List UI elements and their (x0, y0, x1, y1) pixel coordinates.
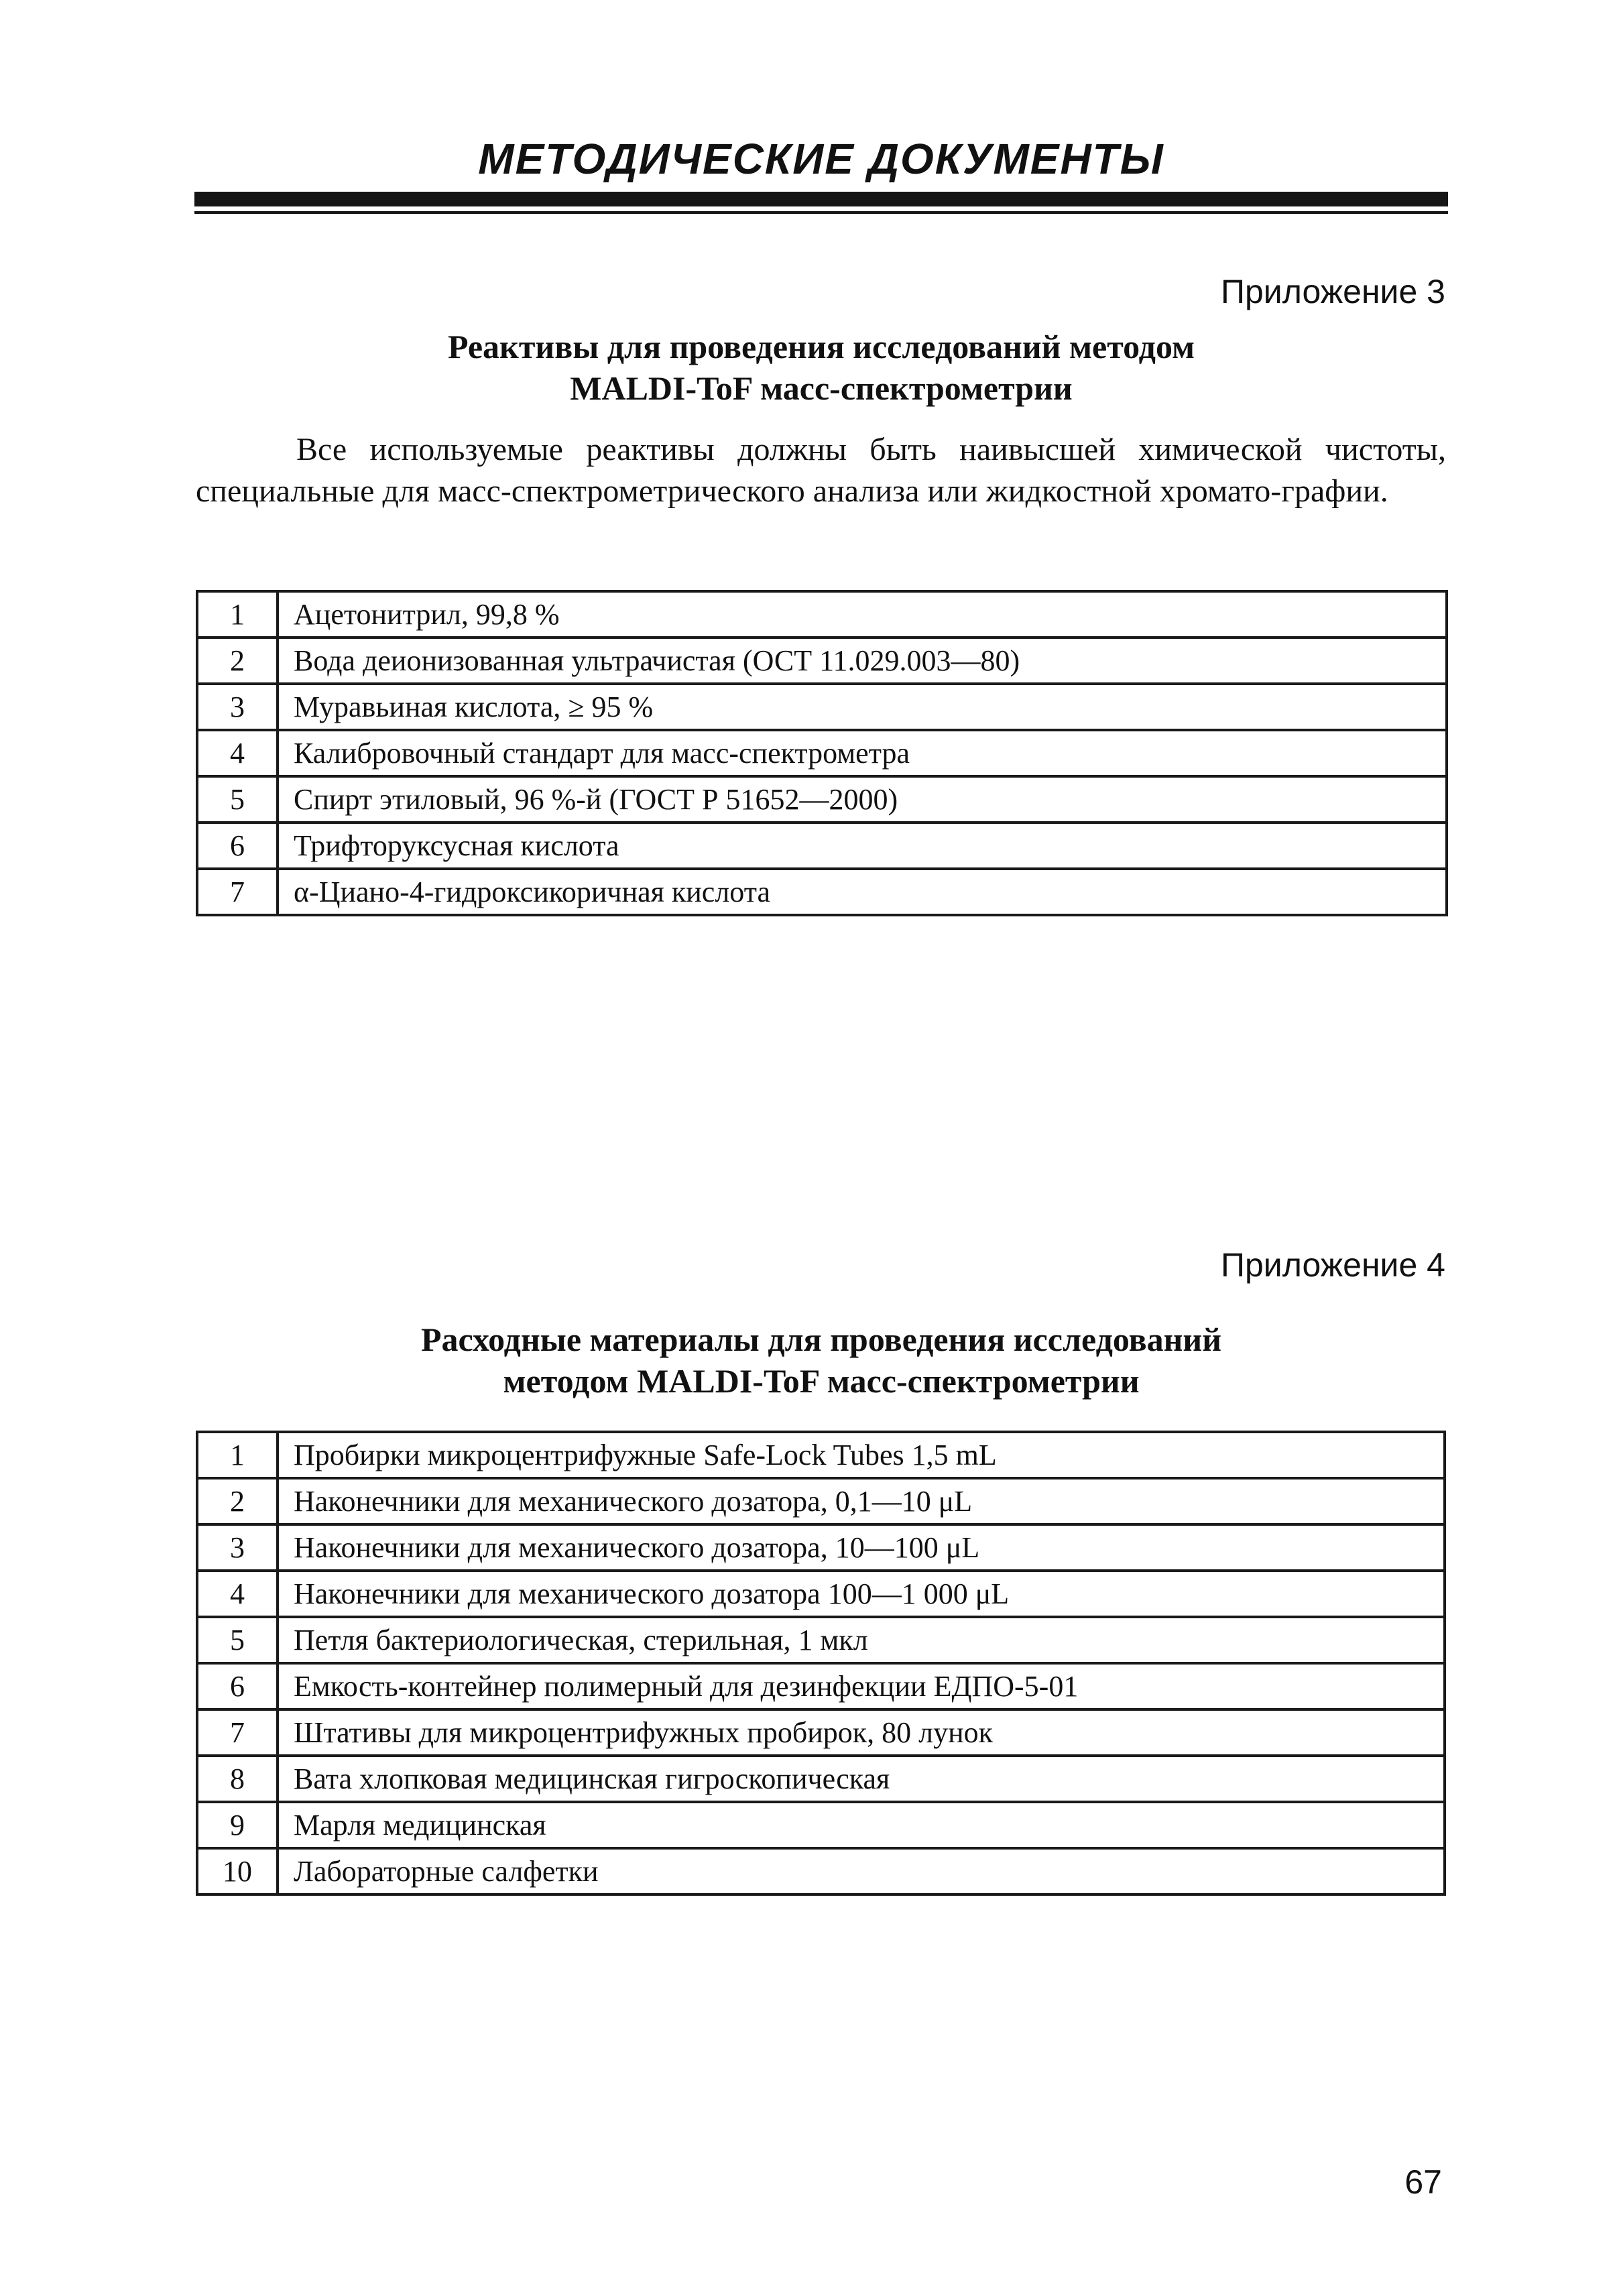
row-text: Вата хлопковая медицинская гигроскопическая (278, 1756, 1445, 1802)
row-text: Спирт этиловый, 96 %-й (ГОСТ Р 51652—2000) (278, 776, 1447, 823)
appendix-3-title (194, 326, 1448, 409)
appendix-3-title-line2: MALDI-ToF масс-спектрометрии (570, 369, 1073, 407)
row-number: 6 (197, 823, 278, 869)
page-number: 67 (1404, 2163, 1442, 2201)
row-text: Марля медицинская (278, 1802, 1445, 1848)
table-row (197, 638, 1447, 684)
row-text: Штативы для микроцентрифужных пробирок, 80 лунок (278, 1709, 1445, 1756)
table-row (197, 1802, 1445, 1848)
row-text: Вода деионизованная ультрачистая (ОСТ 11.029.003—80) (278, 638, 1447, 684)
appendix-4-title-line2: методом MALDI-ToF масс-спектрометрии (503, 1362, 1140, 1400)
appendix-4-title (194, 1319, 1448, 1402)
row-text: α-Циано-4-гидроксикоричная кислота (278, 869, 1447, 915)
row-number: 4 (197, 1571, 278, 1617)
row-number: 5 (197, 1617, 278, 1663)
table-row (197, 1478, 1445, 1524)
row-number: 6 (197, 1663, 278, 1709)
header-rule-thin (194, 211, 1448, 214)
table-row (197, 823, 1447, 869)
row-number: 7 (197, 1709, 278, 1756)
header-rule-thick (194, 192, 1448, 206)
table-row (197, 1617, 1445, 1663)
row-text: Наконечники для механического дозатора, 10—100 μL (278, 1524, 1445, 1571)
row-text: Наконечники для механического дозатора 100—1 000 μL (278, 1571, 1445, 1617)
appendix-3-label: Приложение 3 (1221, 273, 1445, 310)
table-row (197, 1432, 1445, 1478)
row-text: Наконечники для механического дозатора, 0,1—10 μL (278, 1478, 1445, 1524)
row-number: 9 (197, 1802, 278, 1848)
table-row (197, 730, 1447, 776)
table-row (197, 869, 1447, 915)
table-row (197, 1848, 1445, 1894)
appendix-3-title-line1: Реактивы для проведения исследований методом (447, 328, 1195, 365)
reagents-table (196, 590, 1448, 916)
row-text: Пробирки микроцентрифужные Safe-Lock Tubes 1,5 mL (278, 1432, 1445, 1478)
row-text: Трифторуксусная кислота (278, 823, 1447, 869)
row-number: 7 (197, 869, 278, 915)
table-row (197, 1756, 1445, 1802)
appendix-4-label: Приложение 4 (1221, 1246, 1445, 1284)
row-number: 5 (197, 776, 278, 823)
table-row (197, 1709, 1445, 1756)
row-number: 2 (197, 1478, 278, 1524)
table-row (197, 684, 1447, 730)
running-header-title: МЕТОДИЧЕСКИЕ ДОКУМЕНТЫ (478, 135, 1164, 183)
table-row (197, 776, 1447, 823)
row-number: 10 (197, 1848, 278, 1894)
row-text: Емкость-контейнер полимерный для дезинфекции ЕДПО-5-01 (278, 1663, 1445, 1709)
table-row (197, 591, 1447, 638)
consumables-table (196, 1431, 1446, 1896)
table-row (197, 1663, 1445, 1709)
row-text: Ацетонитрил, 99,8 % (278, 591, 1447, 638)
row-number: 1 (197, 591, 278, 638)
row-text: Лабораторные салфетки (278, 1848, 1445, 1894)
row-text: Калибровочный стандарт для масс-спектрометра (278, 730, 1447, 776)
table-row (197, 1571, 1445, 1617)
row-text: Петля бактериологическая, стерильная, 1 мкл (278, 1617, 1445, 1663)
table-row (197, 1524, 1445, 1571)
row-number: 3 (197, 1524, 278, 1571)
row-number: 8 (197, 1756, 278, 1802)
row-number: 1 (197, 1432, 278, 1478)
appendix-4-title-line1: Расходные материалы для проведения исследований (420, 1321, 1222, 1358)
row-text: Муравьиная кислота, ≥ 95 % (278, 684, 1447, 730)
appendix-3-intro-paragraph: Все используемые реактивы должны быть наивысшей химической чистоты, специальные для масс-спектрометрического анализа или жидкостной хромато-графии. (196, 432, 1446, 509)
row-number: 3 (197, 684, 278, 730)
row-number: 2 (197, 638, 278, 684)
row-number: 4 (197, 730, 278, 776)
